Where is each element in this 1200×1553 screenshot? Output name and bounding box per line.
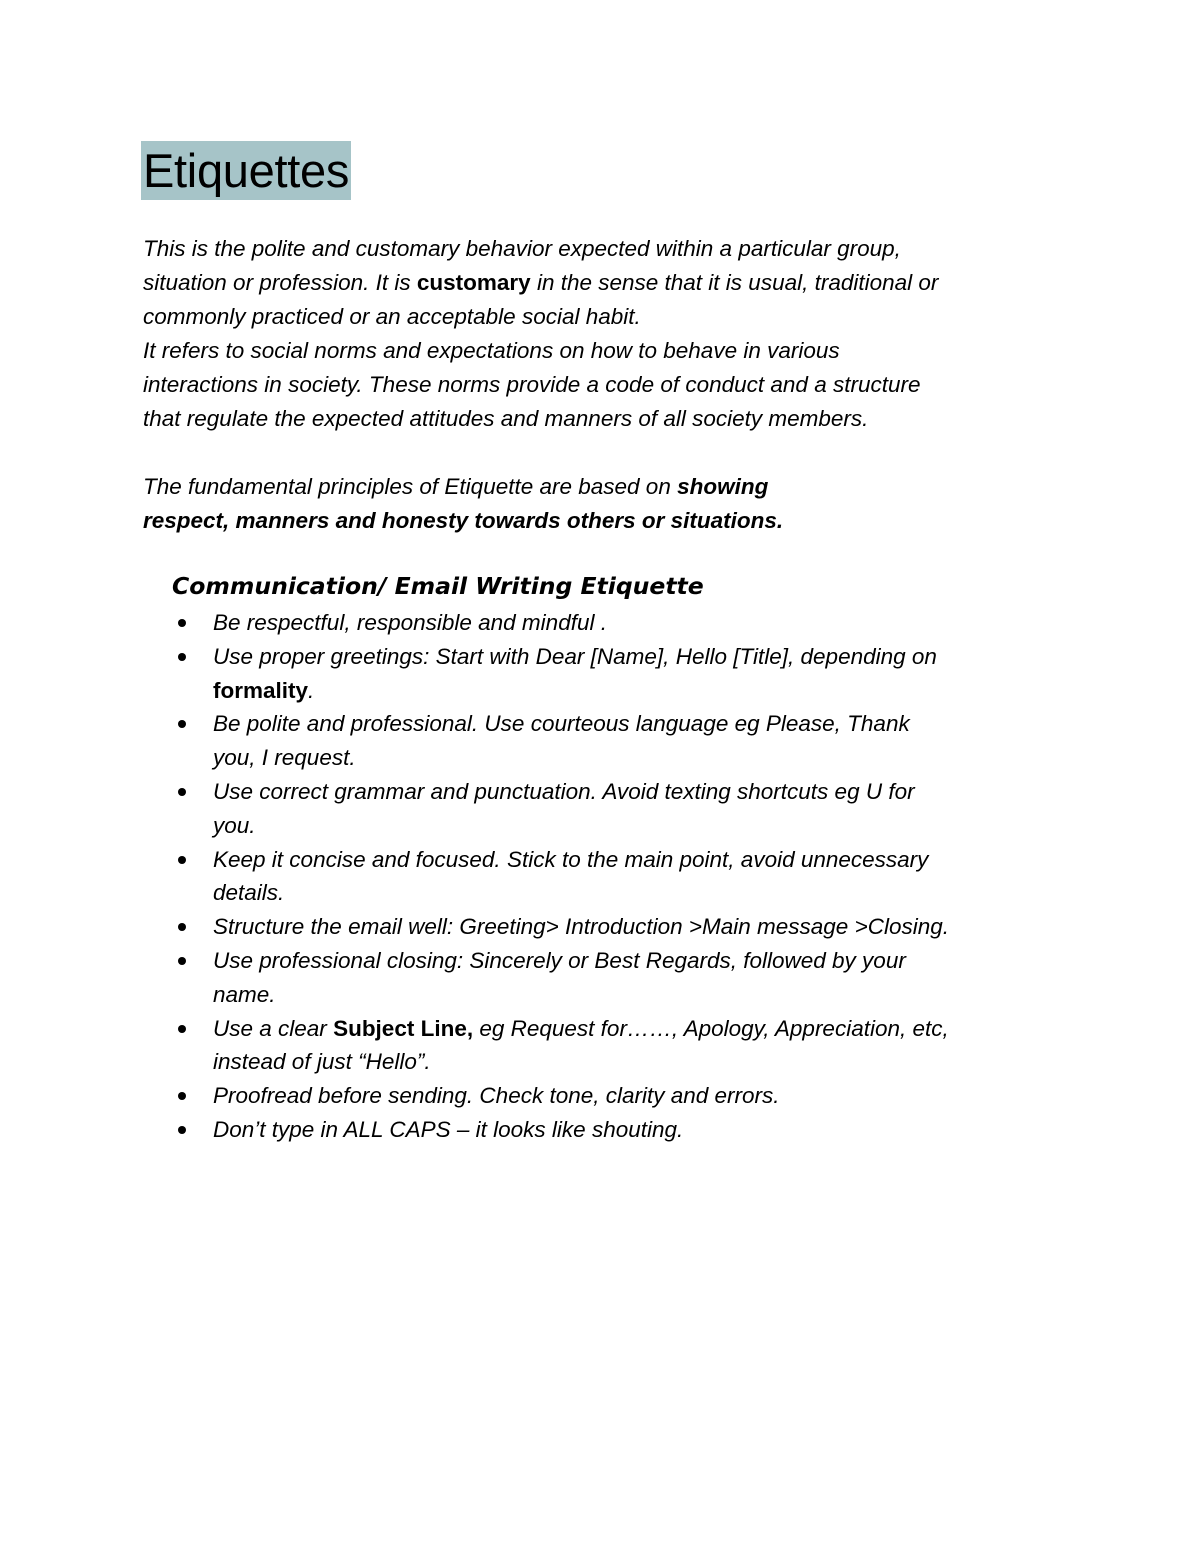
list-item-text: Use proper greetings: Start with Dear [Name], Hello [Title], depending on — [213, 643, 937, 669]
intro-line — [143, 266, 1103, 300]
intro-text-span: situation or profession. It is — [143, 270, 417, 295]
list-item — [172, 606, 1072, 640]
section-heading: Communication/ Email Writing Etiquette — [172, 572, 704, 600]
intro-bold-showing: showing — [677, 474, 769, 499]
intro-text-span: This is the polite and customary behavior expected within a particular group, — [143, 236, 901, 261]
list-item-text: Use a clear — [213, 1015, 334, 1041]
intro-text-span: in the sense that it is usual, traditional or — [530, 270, 939, 295]
intro-line — [143, 470, 1103, 504]
list-item — [172, 1012, 1072, 1080]
intro-text-span: The fundamental principles of Etiquette are based on — [143, 474, 678, 499]
list-item-text: Don’t type in ALL CAPS – it looks like shouting. — [213, 1116, 684, 1142]
list-item — [172, 1113, 1072, 1147]
list-item-text: Keep it concise and focused. Stick to the main point, avoid unnecessary — [213, 846, 929, 872]
intro-bold-principles: respect, manners and honesty towards others or situations. — [143, 508, 784, 533]
list-item-text: Proofread before sending. Check tone, clarity and errors. — [213, 1083, 780, 1109]
list-item-text: eg Request for……, Apology, Appreciation, etc, — [473, 1015, 949, 1041]
intro-text — [143, 232, 1103, 538]
list-item-text: Use professional closing: Sincerely or Best Regards, followed by your — [213, 947, 906, 973]
list-item-text: details. — [213, 880, 285, 906]
intro-text-span: It refers to social norms and expectations on how to behave in various — [143, 338, 840, 363]
bullet-icon — [178, 720, 186, 728]
page-title: Etiquettes — [141, 141, 351, 200]
list-item-text: . — [308, 677, 315, 703]
bullet-icon — [178, 1025, 186, 1033]
intro-text-span: interactions in society. These norms provide a code of conduct and a structure — [143, 372, 921, 397]
paragraph-gap — [143, 436, 1103, 470]
list-item-bold: Subject Line, — [333, 1015, 474, 1041]
bullet-icon — [178, 923, 186, 931]
list-item-text: Be respectful, responsible and mindful . — [213, 610, 607, 635]
list-item-text: instead of just “Hello”. — [213, 1049, 431, 1075]
list-item-text: Use correct grammar and punctuation. Avoid texting shortcuts eg U for — [213, 778, 915, 804]
bullet-icon — [178, 788, 186, 796]
list-item — [172, 775, 1072, 843]
intro-text-span: commonly practiced or an acceptable social habit. — [143, 304, 641, 329]
list-item-text: Structure the email well: Greeting> Introduction >Main message >Closing. — [213, 914, 949, 940]
list-item-text: you, I request. — [213, 745, 356, 771]
list-item-bold: formality — [213, 677, 309, 703]
list-item — [172, 910, 1072, 944]
title-block — [141, 141, 351, 200]
list-item — [172, 944, 1072, 1012]
bullet-icon — [178, 1126, 186, 1134]
intro-line — [143, 368, 1103, 402]
list-item — [172, 843, 1072, 911]
list-item — [172, 1079, 1072, 1113]
intro-line — [143, 232, 1103, 266]
intro-line — [143, 504, 1103, 538]
bullet-icon — [178, 957, 186, 965]
intro-line — [143, 300, 1103, 334]
list-item — [172, 707, 1072, 775]
intro-line — [143, 402, 1103, 436]
bullet-icon — [178, 1092, 186, 1100]
bullet-icon — [178, 619, 186, 627]
list-item-text: you. — [213, 812, 256, 838]
intro-text-span: that regulate the expected attitudes and manners of all society members. — [143, 406, 869, 431]
bullet-icon — [178, 653, 186, 661]
list-item-text: name. — [213, 981, 276, 1007]
list-item-text: Be polite and professional. Use courteous language eg Please, Thank — [213, 711, 910, 737]
bullet-icon — [178, 856, 186, 864]
list-item — [172, 640, 1072, 708]
intro-line — [143, 334, 1103, 368]
etiquette-list — [172, 606, 1072, 1147]
intro-bold-customary: customary — [416, 270, 531, 295]
